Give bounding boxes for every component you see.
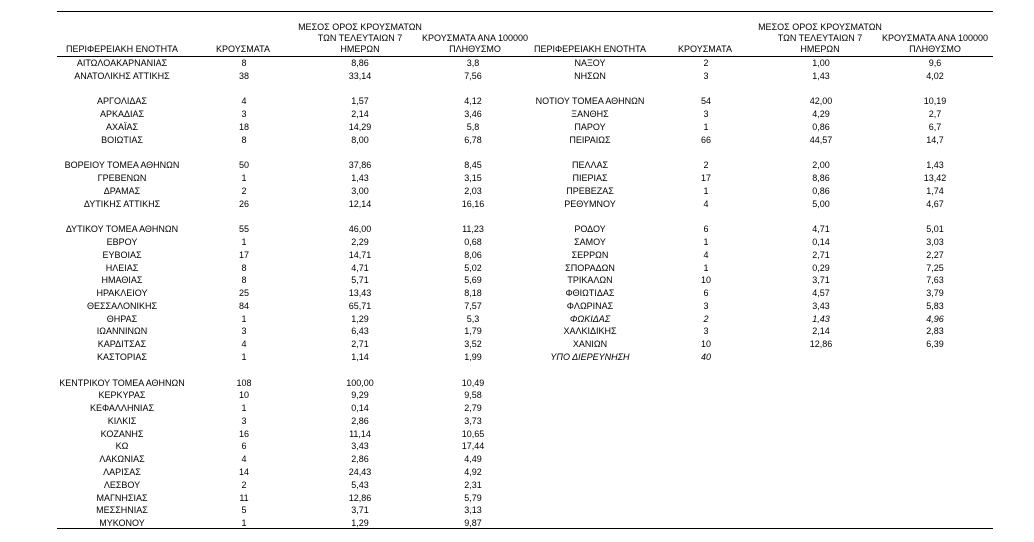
right-header-avg: ΜΕΣΟΣ ΟΡΟΣ ΚΡΟΥΣΜΑΤΩΝ ΤΩΝ ΤΕΛΕΥΤΑΙΩΝ 7 ΗΜΕΡΩΝ <box>758 22 882 54</box>
left-header-cases: ΚΡΟΥΣΜΑΤΑ <box>216 44 270 54</box>
left-row-33-avg: 5,43 <box>351 479 369 490</box>
left-row-20-cases: 1 <box>241 313 247 324</box>
right-row-21-avg: 2,14 <box>812 326 830 337</box>
left-row-28-name: ΚΙΛΚΙΣ <box>107 415 137 426</box>
left-row-10-per100k: 2,03 <box>464 185 482 196</box>
right-row-9-cases: 17 <box>700 173 711 183</box>
left-row-4-per100k: 3,46 <box>464 109 482 120</box>
right-row-8-avg: 2,00 <box>812 160 830 171</box>
right-row-14-per100k: 3,03 <box>926 236 944 247</box>
left-row-23-cases: 1 <box>241 351 247 362</box>
right-row-21-cases: 3 <box>703 326 709 337</box>
left-row-30-per100k: 17,44 <box>461 441 485 452</box>
right-row-5-cases: 1 <box>703 121 709 132</box>
right-row-16-cases: 1 <box>703 262 709 273</box>
left-row-9-per100k: 3,15 <box>464 173 482 183</box>
left-row-29-per100k: 10,65 <box>461 428 485 439</box>
left-header-avg: ΜΕΣΟΣ ΟΡΟΣ ΚΡΟΥΣΜΑΤΩΝ ΤΩΝ ΤΕΛΕΥΤΑΙΩΝ 7 ΗΜΕΡΩΝ <box>298 22 422 54</box>
left-row-35-avg: 3,71 <box>351 505 369 516</box>
left-row-36-cases: 1 <box>241 518 247 529</box>
left-row-17-cases: 8 <box>241 275 247 286</box>
left-row-10-avg: 3,00 <box>351 185 369 196</box>
left-row-6-name: ΒΟΙΩΤΙΑΣ <box>101 134 143 145</box>
left-row-3-cases: 4 <box>241 96 247 107</box>
right-row-16-avg: 0,29 <box>812 262 830 273</box>
right-row-0-per100k: 9,6 <box>928 58 942 68</box>
right-row-6-per100k: 14,7 <box>926 134 944 145</box>
left-row-25-avg: 100,00 <box>346 377 374 388</box>
right-row-11-cases: 4 <box>703 198 709 209</box>
left-row-31-name: ΛΑΚΩΝΙΑΣ <box>99 454 145 465</box>
left-row-13-name: ΔΥΤΙΚΟΥ ΤΟΜΕΑ ΑΘΗΝΩΝ <box>65 224 179 235</box>
left-row-5-name: ΑΧΑΪΑΣ <box>105 121 139 132</box>
right-row-13-avg: 4,71 <box>812 224 830 235</box>
left-row-14-per100k: 0,68 <box>464 236 482 247</box>
right-row-19-cases: 3 <box>703 300 709 311</box>
left-row-1-name: ΑΝΑΤΟΛΙΚΗΣ ΑΤΤΙΚΗΣ <box>74 70 170 81</box>
left-row-3-name: ΑΡΓΟΛΙΔΑΣ <box>97 96 147 107</box>
left-row-6-cases: 8 <box>241 134 247 145</box>
left-row-21-name: ΙΩΑΝΝΙΝΩΝ <box>96 326 148 337</box>
left-row-6-avg: 8,00 <box>351 134 369 145</box>
left-row-28-avg: 2,86 <box>351 415 369 426</box>
right-row-15-cases: 4 <box>703 249 709 260</box>
left-row-16-per100k: 5,02 <box>464 262 482 273</box>
right-row-15-avg: 2,71 <box>812 249 830 260</box>
right-row-3-per100k: 10,19 <box>923 96 947 107</box>
left-row-8-name: ΒΟΡΕΙΟΥ ΤΟΜΕΑ ΑΘΗΝΩΝ <box>64 160 180 171</box>
left-row-18-avg: 13,43 <box>348 288 372 298</box>
left-row-1-avg: 33,14 <box>348 70 372 81</box>
right-row-6-cases: 66 <box>700 134 711 145</box>
right-row-11-name: ΡΕΘΥΜΝΟΥ <box>564 198 616 209</box>
right-row-15-name: ΣΕΡΡΩΝ <box>571 249 609 260</box>
right-row-19-avg: 3,43 <box>812 300 830 311</box>
left-row-34-avg: 12,86 <box>348 492 372 503</box>
right-row-9-per100k: 13,42 <box>923 173 947 183</box>
left-row-33-per100k: 2,31 <box>464 479 482 490</box>
right-row-17-avg: 3,71 <box>812 275 830 286</box>
left-row-16-name: ΗΛΕΙΑΣ <box>105 262 139 273</box>
left-row-31-cases: 4 <box>241 454 247 465</box>
right-row-6-avg: 44,57 <box>809 134 833 145</box>
right-row-10-avg: 0,86 <box>812 185 830 196</box>
right-row-4-cases: 3 <box>703 109 709 120</box>
right-row-9-avg: 8,86 <box>812 173 830 183</box>
left-row-11-per100k: 16,16 <box>461 198 485 209</box>
right-row-5-name: ΠΑΡΟΥ <box>574 121 606 132</box>
left-row-36-name: ΜΥΚΟΝΟΥ <box>99 518 145 529</box>
right-row-5-per100k: 6,7 <box>928 121 942 132</box>
right-row-18-per100k: 3,79 <box>926 288 944 298</box>
left-row-25-cases: 108 <box>236 377 252 388</box>
right-row-10-cases: 1 <box>703 185 709 196</box>
left-row-8-per100k: 8,45 <box>464 160 482 171</box>
right-row-17-name: ΤΡΙΚΑΛΩΝ <box>567 275 613 286</box>
left-row-1-cases: 38 <box>238 70 249 81</box>
left-row-8-avg: 37,86 <box>348 160 372 171</box>
left-row-4-cases: 3 <box>241 109 247 120</box>
left-row-11-cases: 26 <box>238 198 249 209</box>
right-row-4-name: ΞΑΝΘΗΣ <box>571 109 609 120</box>
left-row-14-name: ΕΒΡΟΥ <box>106 236 138 247</box>
left-row-17-name: ΗΜΑΘΙΑΣ <box>101 275 143 286</box>
left-row-5-avg: 14,29 <box>348 121 372 132</box>
left-row-13-cases: 55 <box>238 224 249 235</box>
left-row-30-avg: 3,43 <box>351 441 369 452</box>
right-row-9-name: ΠΙΕΡΙΑΣ <box>572 173 608 183</box>
left-row-15-avg: 14,71 <box>348 249 372 260</box>
left-row-15-per100k: 8,06 <box>464 249 482 260</box>
left-row-13-avg: 46,00 <box>348 224 372 235</box>
right-row-23-name: ΥΠΟ ΔΙΕΡΕΥΝΗΣΗ <box>550 351 630 362</box>
left-header-per100k: ΚΡΟΥΣΜΑΤΑ ΑΝΑ 100000 ΠΛΗΘΥΣΜΟ <box>422 33 528 54</box>
left-row-32-name: ΛΑΡΙΣΑΣ <box>103 467 141 477</box>
left-row-32-cases: 14 <box>238 467 249 477</box>
left-row-29-cases: 16 <box>238 428 249 439</box>
right-row-16-per100k: 7,25 <box>926 262 944 273</box>
left-row-22-cases: 4 <box>241 339 247 350</box>
right-row-20-cases: 2 <box>703 313 709 324</box>
left-row-3-avg: 1,57 <box>351 96 369 107</box>
left-row-20-per100k: 5,3 <box>466 313 480 324</box>
left-row-17-per100k: 5,69 <box>464 275 482 286</box>
left-row-3-per100k: 4,12 <box>464 96 482 107</box>
left-row-27-per100k: 2,79 <box>464 403 482 414</box>
left-row-22-per100k: 3,52 <box>464 339 482 350</box>
left-row-15-cases: 17 <box>238 249 249 260</box>
left-row-13-per100k: 11,23 <box>462 224 484 235</box>
left-row-35-cases: 5 <box>241 505 247 516</box>
right-row-22-cases: 10 <box>700 339 711 350</box>
left-row-22-avg: 2,71 <box>351 339 369 350</box>
left-row-20-avg: 1,29 <box>351 313 369 324</box>
right-row-3-name: ΝΟΤΙΟΥ ΤΟΜΕΑ ΑΘΗΝΩΝ <box>535 96 645 107</box>
right-row-19-per100k: 5,83 <box>926 300 944 311</box>
right-row-22-avg: 12,86 <box>809 339 833 350</box>
left-row-23-per100k: 1,99 <box>464 351 482 362</box>
right-row-14-cases: 1 <box>703 236 709 247</box>
left-row-31-avg: 2,86 <box>351 454 369 465</box>
left-row-30-cases: 6 <box>241 441 247 452</box>
right-row-3-cases: 54 <box>700 96 711 107</box>
left-row-35-per100k: 3,13 <box>464 505 482 516</box>
right-row-17-cases: 10 <box>700 275 711 286</box>
left-row-16-avg: 4,71 <box>351 262 369 273</box>
right-row-20-avg: 1,43 <box>812 313 830 324</box>
right-row-4-per100k: 2,7 <box>928 109 942 120</box>
right-header-cases: ΚΡΟΥΣΜΑΤΑ <box>678 44 732 54</box>
left-row-6-per100k: 6,78 <box>464 134 482 145</box>
left-row-32-per100k: 4,92 <box>464 467 482 477</box>
left-row-23-name: ΚΑΣΤΟΡΙΑΣ <box>97 351 147 362</box>
left-row-26-name: ΚΕΡΚΥΡΑΣ <box>98 390 146 401</box>
right-row-6-name: ΠΕΙΡΑΙΩΣ <box>569 134 611 145</box>
right-row-1-cases: 3 <box>703 70 709 81</box>
left-row-11-name: ΔΥΤΙΚΗΣ ΑΤΤΙΚΗΣ <box>83 198 161 209</box>
right-row-15-per100k: 2,27 <box>926 249 944 260</box>
left-row-10-name: ΔΡΑΜΑΣ <box>103 185 141 196</box>
left-row-33-name: ΛΕΣΒΟΥ <box>103 479 141 490</box>
right-row-0-cases: 2 <box>703 58 709 68</box>
right-row-1-avg: 1,43 <box>812 70 830 81</box>
left-row-19-name: ΘΕΣΣΑΛΟΝΙΚΗΣ <box>86 300 158 311</box>
right-row-22-name: ΧΑΝΙΩΝ <box>572 339 608 350</box>
left-row-0-avg: 8,86 <box>351 58 369 68</box>
right-header-unit: ΠΕΡΙΦΕΡΕΙΑΚΗ ΕΝΟΤΗΤΑ <box>533 44 647 54</box>
left-row-10-cases: 2 <box>241 185 247 196</box>
right-row-1-per100k: 4,02 <box>926 70 944 81</box>
left-row-17-avg: 5,71 <box>351 275 369 286</box>
left-row-26-per100k: 9,58 <box>464 390 482 401</box>
right-row-18-cases: 6 <box>703 288 709 298</box>
left-row-25-name: ΚΕΝΤΡΙΚΟΥ ΤΟΜΕΑ ΑΘΗΝΩΝ <box>59 377 185 388</box>
left-row-0-cases: 8 <box>241 58 247 68</box>
left-row-27-name: ΚΕΦΑΛΛΗΝΙΑΣ <box>89 403 155 414</box>
left-row-28-cases: 3 <box>241 415 247 426</box>
left-row-25-per100k: 10,49 <box>461 377 485 388</box>
left-row-15-name: ΕΥΒΟΙΑΣ <box>102 249 142 260</box>
right-row-10-per100k: 1,74 <box>926 185 944 196</box>
right-row-4-avg: 4,29 <box>812 109 830 120</box>
left-row-21-avg: 6,43 <box>351 326 369 337</box>
left-row-27-cases: 1 <box>241 403 247 414</box>
right-row-18-avg: 4,57 <box>812 288 830 298</box>
right-row-0-avg: 1,00 <box>812 58 830 68</box>
right-row-19-name: ΦΛΩΡΙΝΑΣ <box>566 300 614 311</box>
left-row-4-name: ΑΡΚΑΔΙΑΣ <box>99 109 145 120</box>
left-row-28-per100k: 3,73 <box>464 415 482 426</box>
left-row-31-per100k: 4,49 <box>464 454 482 465</box>
right-row-14-avg: 0,14 <box>812 236 830 247</box>
right-row-20-per100k: 4,96 <box>926 313 944 324</box>
left-row-9-name: ΓΡΕΒΕΝΩΝ <box>97 173 147 183</box>
left-row-22-name: ΚΑΡΔΙΤΣΑΣ <box>97 339 147 350</box>
left-header-unit: ΠΕΡΙΦΕΡΕΙΑΚΗ ΕΝΟΤΗΤΑ <box>65 44 179 54</box>
right-row-22-per100k: 6,39 <box>926 339 944 350</box>
right-row-18-name: ΦΘΙΩΤΙΔΑΣ <box>565 288 615 298</box>
left-row-4-avg: 2,14 <box>351 109 369 120</box>
left-row-34-cases: 11 <box>239 492 249 503</box>
left-row-29-name: ΚΟΖΑΝΗΣ <box>100 428 144 439</box>
left-row-21-cases: 3 <box>241 326 247 337</box>
left-row-16-cases: 8 <box>241 262 247 273</box>
left-row-0-name: ΑΙΤΩΛΟΑΚΑΡΝΑΝΙΑΣ <box>76 58 168 68</box>
left-row-1-per100k: 7,56 <box>464 70 482 81</box>
left-row-27-avg: 0,14 <box>351 403 369 414</box>
right-row-11-avg: 5,00 <box>812 198 830 209</box>
left-row-19-per100k: 7,57 <box>464 300 482 311</box>
left-row-29-avg: 11,14 <box>349 428 371 439</box>
right-row-21-name: ΧΑΛΚΙΔΙΚΗΣ <box>563 326 617 337</box>
left-row-14-avg: 2,29 <box>351 236 369 247</box>
right-row-17-per100k: 7,63 <box>926 275 944 286</box>
right-row-13-per100k: 5,01 <box>926 224 944 235</box>
left-row-18-per100k: 8,18 <box>464 288 482 298</box>
left-row-36-avg: 1,29 <box>351 518 369 529</box>
left-row-5-per100k: 5,8 <box>466 121 480 132</box>
left-row-36-per100k: 9,87 <box>464 518 482 529</box>
right-row-11-per100k: 4,67 <box>926 198 944 209</box>
right-row-3-avg: 42,00 <box>809 96 833 107</box>
left-row-32-avg: 24,43 <box>348 467 372 477</box>
left-row-18-name: ΗΡΑΚΛΕΙΟΥ <box>96 288 148 298</box>
left-row-19-cases: 84 <box>238 300 249 311</box>
right-row-16-name: ΣΠΟΡΑΔΩΝ <box>565 262 615 273</box>
left-row-23-avg: 1,14 <box>351 351 369 362</box>
left-row-34-name: ΜΑΓΝΗΣΙΑΣ <box>96 492 148 503</box>
right-row-21-per100k: 2,83 <box>926 326 944 337</box>
right-row-20-name: ΦΩΚΙΔΑΣ <box>569 313 611 324</box>
left-row-0-per100k: 3,8 <box>466 58 480 68</box>
left-row-20-name: ΘΗΡΑΣ <box>106 313 138 324</box>
left-row-8-cases: 50 <box>238 160 249 171</box>
right-row-14-name: ΣΑΜΟΥ <box>574 236 606 247</box>
left-row-34-per100k: 5,79 <box>464 492 482 503</box>
right-row-23-cases: 40 <box>700 351 711 362</box>
right-row-8-cases: 2 <box>703 160 709 171</box>
left-row-18-cases: 25 <box>238 288 249 298</box>
right-row-13-name: ΡΟΔΟΥ <box>574 224 606 235</box>
right-row-8-name: ΠΕΛΛΑΣ <box>571 160 609 171</box>
left-row-9-cases: 1 <box>241 173 247 183</box>
left-row-33-cases: 2 <box>241 479 247 490</box>
left-row-14-cases: 1 <box>241 236 247 247</box>
left-row-19-avg: 65,71 <box>348 300 372 311</box>
left-row-35-name: ΜΕΣΣΗΝΙΑΣ <box>96 505 148 516</box>
right-row-13-cases: 6 <box>703 224 709 235</box>
left-row-21-per100k: 1,79 <box>464 326 482 337</box>
left-row-11-avg: 12,14 <box>348 198 372 209</box>
right-header-per100k: ΚΡΟΥΣΜΑΤΑ ΑΝΑ 100000 ΠΛΗΘΥΣΜΟ <box>882 33 988 54</box>
right-row-5-avg: 0,86 <box>812 121 830 132</box>
right-row-1-name: ΝΗΣΩΝ <box>574 70 606 81</box>
left-row-26-cases: 10 <box>238 390 249 401</box>
left-row-5-cases: 18 <box>238 121 249 132</box>
right-row-8-per100k: 1,43 <box>926 160 944 171</box>
left-row-9-avg: 1,43 <box>351 173 369 183</box>
right-row-10-name: ΠΡΕΒΕΖΑΣ <box>566 185 614 196</box>
left-row-30-name: ΚΩ <box>115 441 129 452</box>
left-row-26-avg: 9,29 <box>351 390 369 401</box>
right-row-0-name: ΝΑΞΟΥ <box>574 58 606 68</box>
